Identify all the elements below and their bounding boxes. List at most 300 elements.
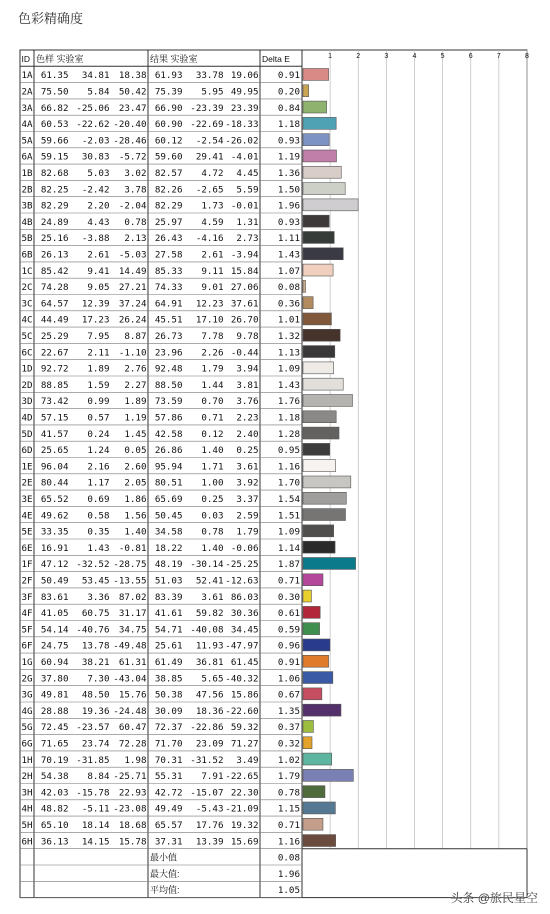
result-lab-value: 27.58 bbox=[154, 249, 183, 261]
sample-lab-value: -49.48 bbox=[113, 640, 147, 652]
result-lab-value: 38.85 bbox=[154, 673, 183, 685]
result-lab-value: 30.09 bbox=[154, 705, 183, 717]
delta-e-value: 0.61 bbox=[277, 608, 300, 620]
result-lab-value: 2.61 bbox=[201, 249, 224, 261]
result-lab-value: 47.56 bbox=[195, 689, 224, 701]
delta-e-bar bbox=[303, 69, 329, 81]
result-lab-value: 17.76 bbox=[195, 820, 224, 831]
result-lab-value: 41.61 bbox=[154, 608, 183, 620]
result-lab-value: 3.76 bbox=[236, 396, 259, 408]
sample-lab-value: -31.85 bbox=[76, 754, 110, 766]
result-lab-value: 51.03 bbox=[154, 575, 183, 587]
delta-e-value: 1.02 bbox=[277, 754, 300, 766]
sample-lab-value: 22.67 bbox=[40, 347, 69, 359]
result-lab-value: 0.03 bbox=[201, 510, 224, 522]
sample-lab-value: -24.48 bbox=[113, 705, 147, 717]
delta-e-value: 1.09 bbox=[277, 363, 300, 375]
result-lab-value: 42.58 bbox=[154, 428, 183, 440]
sample-lab-value: 42.03 bbox=[40, 787, 69, 799]
result-lab-value: 50.45 bbox=[154, 510, 183, 522]
sample-lab-value: 2.76 bbox=[124, 363, 147, 375]
sample-lab-value: 82.25 bbox=[40, 184, 69, 196]
row-id: 2A bbox=[21, 86, 33, 98]
delta-e-value: 1.14 bbox=[277, 542, 300, 554]
row-id: 5C bbox=[21, 331, 33, 342]
sample-lab-value: -22.62 bbox=[76, 119, 110, 131]
result-lab-value: 15.86 bbox=[230, 689, 259, 701]
sample-lab-value: 0.99 bbox=[87, 396, 110, 408]
sample-lab-value: 1.98 bbox=[124, 754, 147, 766]
summary-value: 0.08 bbox=[277, 852, 300, 864]
result-lab-value: 2.26 bbox=[201, 347, 224, 359]
sample-lab-value: 2.16 bbox=[87, 461, 110, 473]
sample-lab-value: 3.36 bbox=[87, 591, 110, 603]
delta-e-value: 1.43 bbox=[277, 249, 300, 261]
result-lab-value: 25.61 bbox=[154, 640, 183, 652]
axis-tick-label: 3 bbox=[384, 53, 389, 60]
sample-lab-value: 2.20 bbox=[87, 200, 110, 212]
result-lab-value: 23.96 bbox=[154, 347, 183, 359]
header-id: ID bbox=[21, 53, 30, 64]
result-lab-value: 5.59 bbox=[236, 184, 259, 196]
delta-e-value: 0.91 bbox=[277, 70, 300, 82]
delta-e-value: 1.07 bbox=[277, 265, 300, 277]
sample-lab-value: -2.42 bbox=[81, 184, 110, 196]
sample-lab-value: 31.17 bbox=[118, 608, 147, 620]
row-id: 5A bbox=[21, 135, 33, 147]
delta-e-value: 0.36 bbox=[277, 298, 300, 310]
result-lab-value: 22.30 bbox=[230, 787, 259, 799]
result-lab-value: 19.06 bbox=[230, 70, 259, 82]
delta-e-value: 1.50 bbox=[277, 184, 300, 196]
sample-lab-value: 23.47 bbox=[118, 102, 147, 114]
delta-e-bar bbox=[303, 558, 356, 570]
sample-lab-value: 92.72 bbox=[40, 363, 69, 375]
result-lab-value: 0.25 bbox=[201, 494, 224, 505]
sample-lab-value: -1.10 bbox=[118, 347, 147, 359]
delta-e-bar bbox=[303, 639, 330, 651]
result-lab-value: 82.29 bbox=[154, 200, 183, 212]
result-lab-value: 9.01 bbox=[201, 282, 224, 294]
delta-e-value: 1.35 bbox=[277, 705, 300, 717]
delta-e-value: 0.20 bbox=[277, 86, 300, 98]
result-lab-value: 61.49 bbox=[154, 657, 183, 668]
sample-lab-value: 2.11 bbox=[87, 347, 110, 359]
delta-e-value: 1.13 bbox=[277, 347, 300, 359]
delta-e-bar bbox=[303, 280, 306, 292]
sample-lab-value: 23.74 bbox=[81, 738, 110, 750]
delta-e-value: 1.51 bbox=[277, 510, 300, 522]
result-lab-value: 61.45 bbox=[230, 657, 259, 668]
sample-lab-value: 18.68 bbox=[118, 820, 147, 831]
row-id: 1B bbox=[21, 168, 33, 179]
sample-lab-value: -40.76 bbox=[76, 624, 110, 636]
row-id: 1H bbox=[21, 754, 33, 766]
row-id: 4C bbox=[21, 314, 33, 326]
row-id: 6B bbox=[21, 249, 33, 261]
sample-lab-value: 38.21 bbox=[81, 657, 110, 668]
delta-e-value: 1.96 bbox=[277, 200, 300, 212]
sample-lab-value: 1.40 bbox=[124, 526, 147, 538]
sample-lab-value: 30.83 bbox=[81, 151, 110, 163]
sample-lab-value: 87.02 bbox=[118, 591, 147, 603]
delta-e-value: 0.71 bbox=[277, 575, 300, 587]
sample-lab-value: 22.93 bbox=[118, 787, 147, 799]
delta-e-bar bbox=[303, 101, 327, 113]
sample-lab-value: 25.16 bbox=[40, 233, 69, 245]
row-id: 6D bbox=[21, 445, 33, 457]
sample-lab-value: 1.86 bbox=[124, 494, 147, 505]
delta-e-bar bbox=[303, 606, 320, 618]
result-lab-value: 23.39 bbox=[230, 102, 259, 114]
delta-e-value: 1.06 bbox=[277, 673, 300, 685]
sample-lab-value: 7.95 bbox=[87, 331, 110, 342]
result-lab-value: 64.91 bbox=[154, 298, 183, 310]
sample-lab-value: 41.57 bbox=[40, 428, 69, 440]
sample-lab-value: 3.78 bbox=[124, 184, 147, 196]
sample-lab-value: 72.28 bbox=[118, 738, 147, 750]
delta-e-value: 0.95 bbox=[277, 445, 300, 457]
result-lab-value: 34.58 bbox=[154, 526, 183, 538]
result-lab-value: -26.02 bbox=[225, 135, 259, 147]
sample-lab-value: -5.11 bbox=[81, 803, 110, 815]
result-lab-value: 71.27 bbox=[230, 738, 259, 750]
sample-lab-value: 41.05 bbox=[40, 608, 69, 620]
delta-e-bar bbox=[303, 166, 341, 178]
result-lab-value: 17.10 bbox=[195, 314, 224, 326]
sample-lab-value: 3.02 bbox=[124, 168, 147, 179]
sample-lab-value: 70.19 bbox=[40, 754, 69, 766]
result-lab-value: 55.31 bbox=[154, 771, 183, 783]
sample-lab-value: 14.49 bbox=[118, 265, 147, 277]
result-lab-value: 4.72 bbox=[201, 168, 224, 179]
result-lab-value: 74.33 bbox=[154, 282, 183, 294]
delta-e-value: 1.28 bbox=[277, 428, 300, 440]
sample-lab-value: 60.75 bbox=[81, 608, 110, 620]
sample-lab-value: 26.13 bbox=[40, 249, 69, 261]
sample-lab-value: 83.61 bbox=[40, 591, 69, 603]
row-id: 4D bbox=[21, 412, 33, 424]
sample-lab-value: 1.17 bbox=[87, 477, 110, 489]
delta-e-value: 1.87 bbox=[277, 559, 300, 571]
sample-lab-value: 0.58 bbox=[87, 510, 110, 522]
result-lab-value: -4.01 bbox=[230, 151, 259, 163]
result-lab-value: -30.14 bbox=[190, 559, 224, 571]
sample-lab-value: 60.94 bbox=[40, 657, 69, 668]
sample-lab-value: 59.15 bbox=[40, 151, 69, 163]
result-lab-value: -18.33 bbox=[225, 119, 259, 131]
sample-lab-value: 59.66 bbox=[40, 135, 69, 147]
result-lab-value: 72.37 bbox=[154, 722, 183, 734]
result-lab-value: 49.95 bbox=[230, 86, 259, 98]
sample-lab-value: 1.89 bbox=[124, 396, 147, 408]
result-lab-value: 1.71 bbox=[201, 461, 224, 473]
result-lab-value: 37.61 bbox=[230, 298, 259, 310]
sample-lab-value: 85.42 bbox=[40, 265, 69, 277]
result-lab-value: 3.61 bbox=[236, 461, 259, 473]
result-lab-value: 52.41 bbox=[195, 575, 224, 587]
result-lab-value: -40.08 bbox=[190, 624, 224, 636]
row-id: 3H bbox=[21, 787, 33, 799]
sample-lab-value: 50.49 bbox=[40, 575, 69, 587]
result-lab-value: 26.86 bbox=[154, 445, 183, 457]
axis-tick-label: 5 bbox=[440, 53, 445, 60]
row-id: 4H bbox=[21, 803, 33, 815]
result-lab-value: 49.49 bbox=[154, 803, 183, 815]
result-lab-value: 82.26 bbox=[154, 184, 183, 196]
delta-e-value: 0.30 bbox=[277, 591, 300, 603]
result-lab-value: 15.84 bbox=[230, 265, 259, 277]
sample-lab-value: 96.04 bbox=[40, 461, 69, 473]
sample-lab-value: 1.59 bbox=[87, 379, 110, 391]
sample-lab-value: 1.89 bbox=[87, 363, 110, 375]
result-lab-value: 65.69 bbox=[154, 494, 183, 505]
result-lab-value: 1.00 bbox=[201, 477, 224, 489]
sample-lab-value: 12.39 bbox=[81, 298, 110, 310]
delta-e-value: 1.16 bbox=[277, 836, 300, 848]
result-lab-value: 0.71 bbox=[201, 412, 224, 424]
sample-lab-value: -2.04 bbox=[118, 200, 147, 212]
result-lab-value: -0.06 bbox=[230, 542, 259, 554]
sample-lab-value: 2.61 bbox=[87, 249, 110, 261]
row-id: 3G bbox=[21, 689, 33, 701]
sample-lab-value: 88.85 bbox=[40, 379, 69, 391]
sample-lab-value: -2.03 bbox=[81, 135, 110, 147]
sample-lab-value: 71.65 bbox=[40, 738, 69, 750]
result-lab-value: 4.45 bbox=[236, 168, 259, 179]
result-lab-value: 18.36 bbox=[195, 705, 224, 717]
sample-lab-value: 26.24 bbox=[118, 314, 147, 326]
sample-lab-value: 36.13 bbox=[40, 836, 69, 848]
result-lab-value: 3.94 bbox=[236, 363, 259, 375]
row-id: 2F bbox=[21, 575, 33, 587]
sample-lab-value: 37.80 bbox=[40, 673, 69, 685]
sample-lab-value: 25.29 bbox=[40, 331, 69, 342]
sample-lab-value: 2.27 bbox=[124, 379, 147, 391]
sample-lab-value: 65.52 bbox=[40, 494, 69, 505]
row-id: 4B bbox=[21, 216, 33, 228]
delta-e-value: 0.78 bbox=[277, 787, 300, 799]
result-lab-value: 80.51 bbox=[154, 477, 183, 489]
delta-e-bar bbox=[303, 411, 336, 423]
sample-lab-value: 16.91 bbox=[40, 542, 69, 554]
delta-e-value: 0.59 bbox=[277, 624, 300, 636]
summary-value: 1.96 bbox=[277, 868, 300, 880]
result-lab-value: 15.69 bbox=[230, 836, 259, 848]
delta-e-bar bbox=[303, 672, 333, 684]
sample-lab-value: 8.87 bbox=[124, 331, 147, 342]
result-lab-value: 1.73 bbox=[201, 200, 224, 212]
row-id: 1D bbox=[21, 363, 33, 375]
sample-lab-value: 13.78 bbox=[81, 640, 110, 652]
delta-e-bar bbox=[303, 525, 334, 537]
row-id: 1E bbox=[21, 461, 33, 473]
summary-label: 最大值: bbox=[150, 868, 180, 879]
result-lab-value: 59.32 bbox=[230, 722, 259, 734]
delta-e-value: 1.32 bbox=[277, 331, 300, 342]
sample-lab-value: 1.24 bbox=[87, 445, 110, 457]
result-lab-value: 83.39 bbox=[154, 591, 183, 603]
sample-lab-value: 0.57 bbox=[87, 412, 110, 424]
result-lab-value: 3.92 bbox=[236, 477, 259, 489]
sample-lab-value: 5.84 bbox=[87, 86, 110, 98]
result-lab-value: -0.44 bbox=[230, 347, 259, 359]
result-lab-value: 60.12 bbox=[154, 135, 183, 147]
result-lab-value: 34.45 bbox=[230, 624, 259, 636]
row-id: 3C bbox=[21, 298, 33, 310]
result-lab-value: 19.32 bbox=[230, 820, 259, 831]
delta-e-value: 1.18 bbox=[277, 119, 300, 131]
header-delta-e: Delta E bbox=[262, 53, 290, 64]
delta-e-bar bbox=[303, 346, 335, 358]
delta-e-value: 1.16 bbox=[277, 461, 300, 473]
sample-lab-value: -3.88 bbox=[81, 233, 110, 245]
sample-lab-value: 28.88 bbox=[40, 705, 69, 717]
result-lab-value: 60.90 bbox=[154, 119, 183, 131]
result-lab-value: 7.91 bbox=[201, 771, 224, 783]
sample-lab-value: 47.12 bbox=[40, 559, 69, 571]
row-id: 6C bbox=[21, 347, 33, 359]
sample-lab-value: -25.06 bbox=[76, 102, 110, 114]
result-lab-value: 23.09 bbox=[195, 738, 224, 750]
sample-lab-value: 5.03 bbox=[87, 168, 110, 179]
sample-lab-value: 53.45 bbox=[81, 575, 110, 587]
result-lab-value: 48.19 bbox=[154, 559, 183, 571]
sample-lab-value: -23.08 bbox=[113, 803, 147, 815]
sample-lab-value: 60.47 bbox=[118, 722, 147, 734]
sample-lab-value: 15.76 bbox=[118, 689, 147, 701]
sample-lab-value: -0.81 bbox=[118, 542, 147, 554]
result-lab-value: 54.71 bbox=[154, 624, 183, 636]
summary-label: 平均值: bbox=[150, 885, 180, 896]
row-id: 5H bbox=[21, 820, 33, 831]
sample-lab-value: 44.49 bbox=[40, 314, 69, 326]
result-lab-value: 30.36 bbox=[230, 608, 259, 620]
result-lab-value: 5.95 bbox=[201, 86, 224, 98]
delta-e-bar bbox=[303, 395, 353, 407]
result-lab-value: 1.31 bbox=[236, 216, 259, 228]
delta-e-bar bbox=[303, 541, 335, 553]
result-lab-value: 71.70 bbox=[154, 738, 183, 750]
summary-label: 最小值 bbox=[150, 852, 178, 863]
delta-e-value: 1.09 bbox=[277, 526, 300, 538]
result-lab-value: -22.86 bbox=[190, 722, 224, 734]
delta-e-bar bbox=[303, 753, 332, 765]
result-lab-value: 85.33 bbox=[154, 265, 183, 277]
sample-lab-value: -20.40 bbox=[113, 119, 147, 131]
delta-e-bar bbox=[303, 134, 329, 146]
result-lab-value: -3.94 bbox=[230, 249, 259, 261]
row-id: 4G bbox=[21, 705, 33, 717]
result-lab-value: 82.57 bbox=[154, 168, 183, 179]
sample-lab-value: 9.41 bbox=[87, 265, 110, 277]
row-id: 1A bbox=[21, 70, 33, 82]
sample-lab-value: -23.57 bbox=[76, 722, 110, 734]
row-id: 2B bbox=[21, 184, 33, 196]
delta-e-value: 0.91 bbox=[277, 657, 300, 668]
delta-e-bar bbox=[303, 574, 323, 586]
sample-lab-value: 54.14 bbox=[40, 624, 69, 636]
result-lab-value: -15.07 bbox=[190, 787, 224, 799]
delta-e-bar bbox=[303, 509, 345, 521]
result-lab-value: 70.31 bbox=[154, 754, 183, 766]
delta-e-bar bbox=[303, 721, 313, 733]
result-lab-value: 0.78 bbox=[201, 526, 224, 538]
result-lab-value: -40.32 bbox=[225, 673, 259, 685]
result-lab-value: 65.57 bbox=[154, 820, 183, 831]
sample-lab-value: 66.82 bbox=[40, 102, 69, 114]
axis-tick-label: 2 bbox=[356, 53, 361, 60]
result-lab-value: 0.70 bbox=[201, 396, 224, 408]
result-lab-value: 4.59 bbox=[201, 216, 224, 228]
result-lab-value: 29.41 bbox=[195, 151, 224, 163]
delta-e-value: 1.11 bbox=[277, 233, 300, 245]
sample-lab-value: 25.65 bbox=[40, 445, 69, 457]
delta-e-bar bbox=[303, 704, 341, 716]
result-lab-value: 9.78 bbox=[236, 331, 259, 342]
sample-lab-value: 73.42 bbox=[40, 396, 69, 408]
row-id: 6A bbox=[21, 151, 33, 163]
delta-e-bar bbox=[303, 688, 322, 700]
sample-lab-value: 1.45 bbox=[124, 428, 147, 440]
delta-e-value: 1.70 bbox=[277, 477, 300, 489]
delta-e-bar bbox=[303, 427, 339, 439]
sample-lab-value: 24.75 bbox=[40, 640, 69, 652]
result-lab-value: -25.25 bbox=[225, 559, 259, 571]
delta-e-bar bbox=[303, 117, 336, 129]
delta-e-bar bbox=[303, 623, 320, 635]
sample-lab-value: 54.38 bbox=[40, 771, 69, 783]
delta-e-bar bbox=[303, 248, 343, 260]
result-lab-value: -2.65 bbox=[195, 184, 224, 196]
sample-lab-value: 64.57 bbox=[40, 298, 69, 310]
result-lab-value: 0.12 bbox=[201, 428, 224, 440]
result-lab-value: -22.60 bbox=[225, 705, 259, 717]
header-result-lab: 结果 实验室 bbox=[150, 53, 198, 64]
delta-e-value: 0.96 bbox=[277, 640, 300, 652]
row-id: 5E bbox=[21, 526, 33, 538]
result-lab-value: 5.65 bbox=[201, 673, 224, 685]
header-sample-lab: 色样 实验室 bbox=[36, 53, 84, 64]
delta-e-value: 1.54 bbox=[277, 494, 300, 505]
sample-lab-value: 2.13 bbox=[124, 233, 147, 245]
result-lab-value: -22.69 bbox=[190, 119, 224, 131]
sample-lab-value: 50.42 bbox=[118, 86, 147, 98]
result-lab-value: 26.43 bbox=[154, 233, 183, 245]
delta-e-value: 0.32 bbox=[277, 738, 300, 750]
delta-e-bar bbox=[303, 264, 333, 276]
result-lab-value: 1.40 bbox=[201, 542, 224, 554]
sample-lab-value: 14.15 bbox=[81, 836, 110, 848]
sample-lab-value: 60.53 bbox=[40, 119, 69, 131]
delta-e-bar bbox=[303, 443, 330, 455]
sample-lab-value: 80.44 bbox=[40, 477, 69, 489]
delta-e-bar bbox=[303, 786, 325, 798]
result-lab-value: 36.81 bbox=[195, 657, 224, 668]
sample-lab-value: 8.84 bbox=[87, 771, 110, 783]
delta-e-value: 0.84 bbox=[277, 102, 300, 114]
result-lab-value: -47.97 bbox=[225, 640, 259, 652]
row-id: 3E bbox=[21, 494, 33, 505]
delta-e-bar bbox=[303, 590, 311, 602]
row-id: 5G bbox=[21, 722, 33, 734]
sample-lab-value: 82.29 bbox=[40, 200, 69, 212]
result-lab-value: 2.40 bbox=[236, 428, 259, 440]
result-lab-value: 1.79 bbox=[236, 526, 259, 538]
axis-tick-label: 7 bbox=[496, 53, 501, 60]
sample-lab-value: 7.30 bbox=[87, 673, 110, 685]
sample-lab-value: 82.68 bbox=[40, 168, 69, 179]
